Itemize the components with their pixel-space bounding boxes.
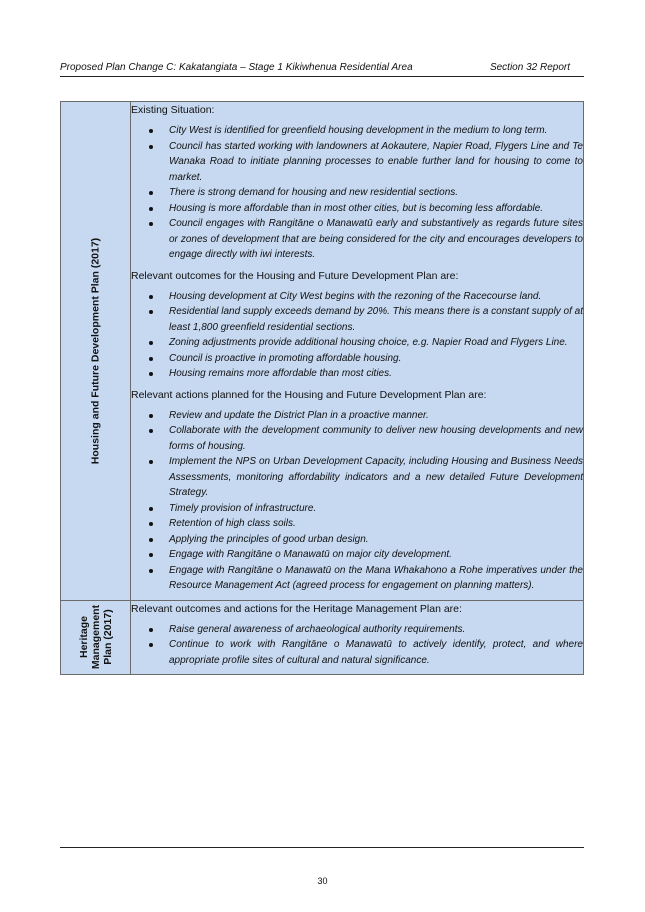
existing-list (131, 123, 583, 263)
heritage-row (61, 600, 584, 675)
heritage-label (78, 605, 114, 669)
existing-heading: Existing Situation: (131, 104, 215, 116)
heritage-content-cell (131, 600, 584, 675)
list-item: Timely provision of infrastructure. (131, 501, 583, 517)
list-item: Housing development at City West begins with the rezoning of the Racecourse land. (131, 289, 583, 305)
housing-label: Housing and Future Development Plan (2017) (89, 237, 101, 464)
list-item: Retention of high class soils. (131, 516, 583, 532)
list-item: Review and update the District Plan in a proactive manner. (131, 408, 583, 424)
list-item: Engage with Rangitāne o Manawatū on the Mana Whakahono a Rohe imperatives under the Resource Management Act (agreed process for engagement on planning matters). (131, 563, 583, 594)
list-item: Continue to work with Rangitāne o Manawatū to actively identify, protect, and where appropriate profile sites of cultural and natural significance. (131, 637, 583, 668)
list-item: Raise general awareness of archaeological authority requirements. (131, 622, 583, 638)
outcomes-heading: Relevant outcomes for the Housing and Future Development Plan are: (131, 269, 459, 282)
housing-content-cell (131, 102, 584, 601)
heritage-label-line: Heritage (77, 616, 90, 659)
list-item: Implement the NPS on Urban Development Capacity, including Housing and Business Needs Assessments, monitoring affordability indicators and a new detailed Future Development Strategy. (131, 454, 583, 501)
list-item: City West is identified for greenfield housing development in the medium to long term. (131, 123, 583, 139)
housing-label-cell (61, 102, 131, 601)
page-number: 30 (317, 876, 328, 886)
list-item: Applying the principles of good urban design. (131, 532, 583, 548)
heritage-label-cell (61, 600, 131, 675)
footer-divider (60, 847, 584, 848)
heritage-list (131, 622, 583, 669)
page-header (60, 60, 584, 77)
heritage-label-line: Plan (2017) (101, 609, 114, 665)
list-item: Engage with Rangitāne o Manawatū on major city development. (131, 547, 583, 563)
section-label: Section 32 Report (489, 62, 570, 73)
list-item: There is strong demand for housing and new residential sections. (131, 185, 583, 201)
document-title: Proposed Plan Change C: Kakatangiata – Stage 1 Kikiwhenua Residential Area (60, 62, 413, 73)
list-item: Council is proactive in promoting affordable housing. (131, 351, 583, 367)
list-item: Zoning adjustments provide additional housing choice, e.g. Napier Road and Flygers Line. (131, 335, 583, 351)
heritage-heading: Relevant outcomes and actions for the Heritage Management Plan are: (131, 602, 462, 615)
housing-row (61, 102, 584, 601)
list-item: Residential land supply exceeds demand by 20%. This means there is a constant supply of at least 1,800 greenfield residential sections. (131, 304, 583, 335)
list-item: Council has started working with landowners at Aokautere, Napier Road, Flygers Line and Te Wanaka Road to initiate planning processes to enable further land for housing to come to market. (131, 139, 583, 186)
outcomes-list (131, 289, 583, 382)
heritage-label-line: Management (89, 605, 102, 670)
list-item: Housing is more affordable than in most other cities, but is becoming less affordable. (131, 201, 583, 217)
list-item: Council engages with Rangitāne o Manawatū early and substantively as regards future sites or zones of development that are being considered for the city and encourages developers to engage directly with iwi interests. (131, 216, 583, 263)
actions-heading: Relevant actions planned for the Housing and Future Development Plan are: (131, 388, 487, 401)
actions-list (131, 408, 583, 594)
list-item: Housing remains more affordable than most cities. (131, 366, 583, 382)
plans-table (60, 101, 584, 675)
list-item: Collaborate with the development community to deliver new housing developments and new forms of housing. (131, 423, 583, 454)
